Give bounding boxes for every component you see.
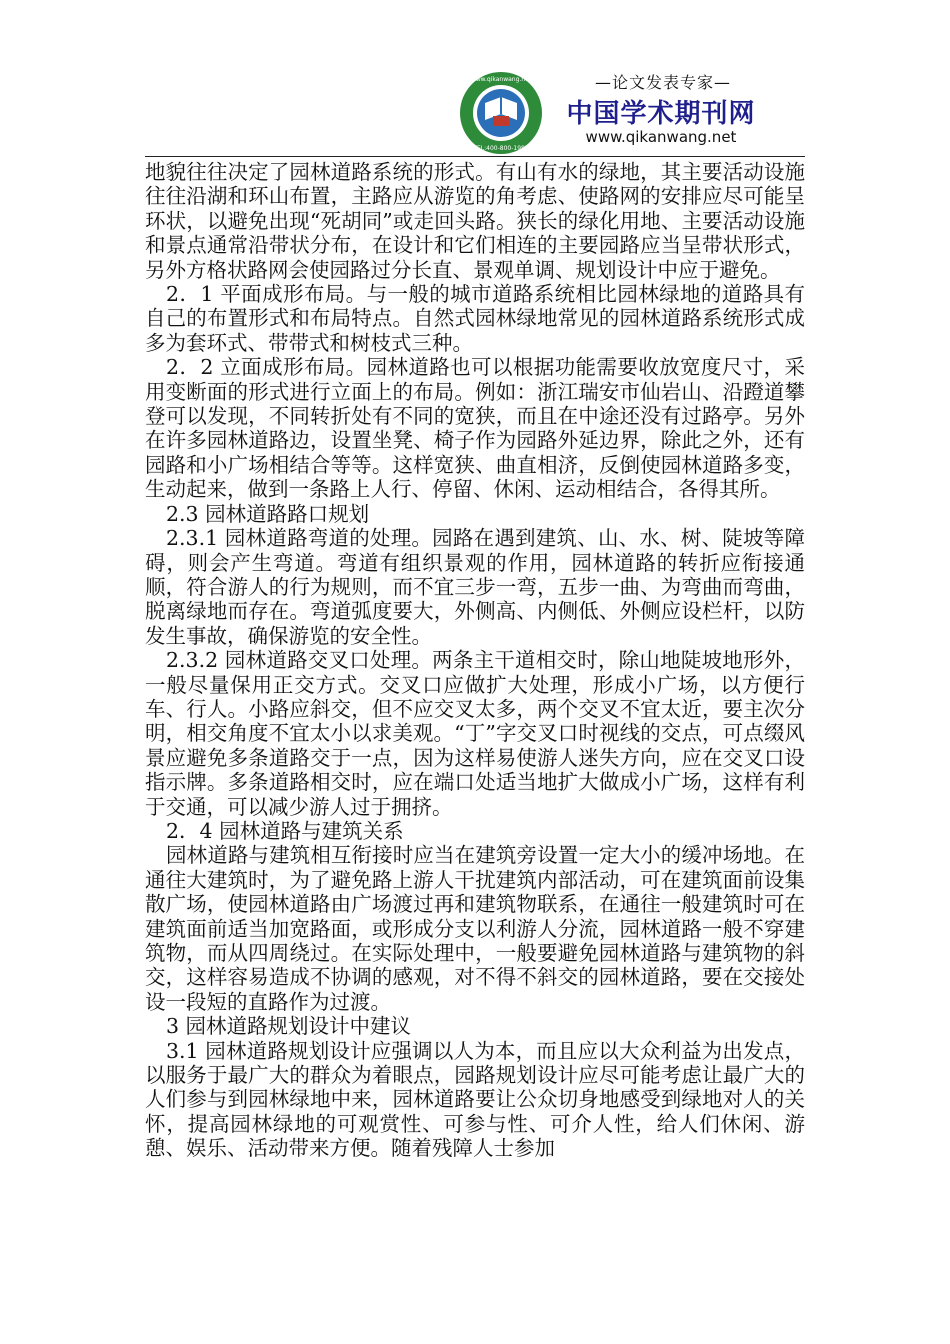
heading-2-3: 2.3 园林道路路口规划: [166, 501, 370, 526]
heading-3: 3 园林道路规划设计中建议: [166, 1014, 412, 1039]
paragraph-intro: 地貌往往决定了园林道路系统的形式。有山有水的绿地，其主要活动设施往往沿湖和环山布置，主路应从游览的角考虑、使路网的安排应尽可能呈环状，以避免出现“死胡同”或走回头路。狭长的绿化用地、主要活动设施和景点通常沿带状分布，在设计和它们相连的主要园路应当呈带状形式，另外方格状路网会使园路过分长直、景观单调、规划设计中应于避免。: [145, 160, 805, 282]
svg-text:www.qikanwang.net: www.qikanwang.net: [470, 76, 532, 83]
header-divider: [145, 156, 805, 157]
brand-name: 中国学术期刊网: [566, 99, 756, 129]
paragraph-2-1: 2．1 平面成形布局。与一般的城市道路系统相比园林绿地的道路具有自己的布置形式和布局特点。自然式园林绿地常见的园林道路系统形式成多为套环式、带带式和树枝式三种。: [145, 282, 805, 355]
brand-tagline: —论文发表专家—: [594, 73, 731, 92]
qikanwang-logo-seal: [458, 70, 544, 156]
svg-text:TEL:400-800-1983: TEL:400-800-1983: [473, 145, 529, 152]
paragraph-2-4-body: 园林道路与建筑相互衔接时应当在建筑旁设置一定大小的缓冲场地。在通往大建筑时，为了避免路上游人干扰建筑内部活动，可在建筑面前设集散广场，使园林道路由广场渡过再和建筑物联系，在通往一般建筑时可在建筑面前适当加宽路面，或形成分支以利游人分流，园林道路一般不穿建筑物，而从四周绕过。在实际处理中，一般要避免园林道路与建筑物的斜交，这样容易造成不协调的感观，对不得不斜交的园林道路，要在交接处设一段短的直路作为过渡。: [145, 843, 805, 1014]
paragraph-2-3-1: 2.3.1 园林道路弯道的处理。园路在遇到建筑、山、水、树、陡坡等障碍，则会产生弯道。弯道有组织景观的作用，园林道路的转折应衔接通顺，符合游人的行为规则，而不宜三步一弯，五步一曲、为弯曲而弯曲，脱离绿地而存在。弯道弧度要大，外侧高、内侧低、外侧应设栏杆，以防发生事故，确保游览的安全性。: [145, 526, 805, 648]
brand-url: www.qikanwang.net: [585, 128, 737, 146]
article-body: [145, 160, 805, 1161]
paragraph-2-2: 2．2 立面成形布局。园林道路也可以根据功能需要收放宽度尺寸，采用变断面的形式进行立面上的布局。例如：浙江瑞安市仙岩山、沿蹬道攀登可以发现，不同转折处有不同的宽狭，而且在中途还没有过路亭。另外在许多园林道路边，设置坐凳、椅子作为园路外延边界，除此之外，还有园路和小广场相结合等等。这样宽狭、曲直相济，反倒使园林道路多变，生动起来，做到一条路上人行、停留、休闲、运动相结合，各得其所。: [145, 355, 805, 502]
page-header: [0, 0, 950, 160]
paragraph-2-3-2: 2.3.2 园林道路交叉口处理。两条主干道相交时，除山地陡坡地形外，一般尽量保用正交方式。交叉口应做扩大处理，形成小广场，以方便行车、行人。小路应斜交，但不应交叉太多，两个交叉不宜太近，要主次分明，相交角度不宜太小以求美观。“丁”字交叉口时视线的交点，可点缀风景应避免多条道路交于一点，因为这样易使游人迷失方向，应在交叉口设指示牌。多条道路相交时，应在端口处适当地扩大做成小广场，这样有利于交通，可以减少游人过于拥挤。: [145, 648, 805, 819]
heading-2-4: 2．4 园林道路与建筑关系: [166, 818, 404, 843]
paragraph-3-1: 3.1 园林道路规划设计应强调以人为本，而且应以大众利益为出发点，以服务于最广大的群众为着眼点，园路规划设计应尽可能考虑让最广大的人们参与到园林绿地中来，园林道路要让公众切身地感受到绿地对人的关怀，提高园林绿地的可观赏性、可参与性、可介人性，给人们休闲、游憩、娱乐、活动带来方便。随着残障人士参加: [145, 1038, 805, 1161]
